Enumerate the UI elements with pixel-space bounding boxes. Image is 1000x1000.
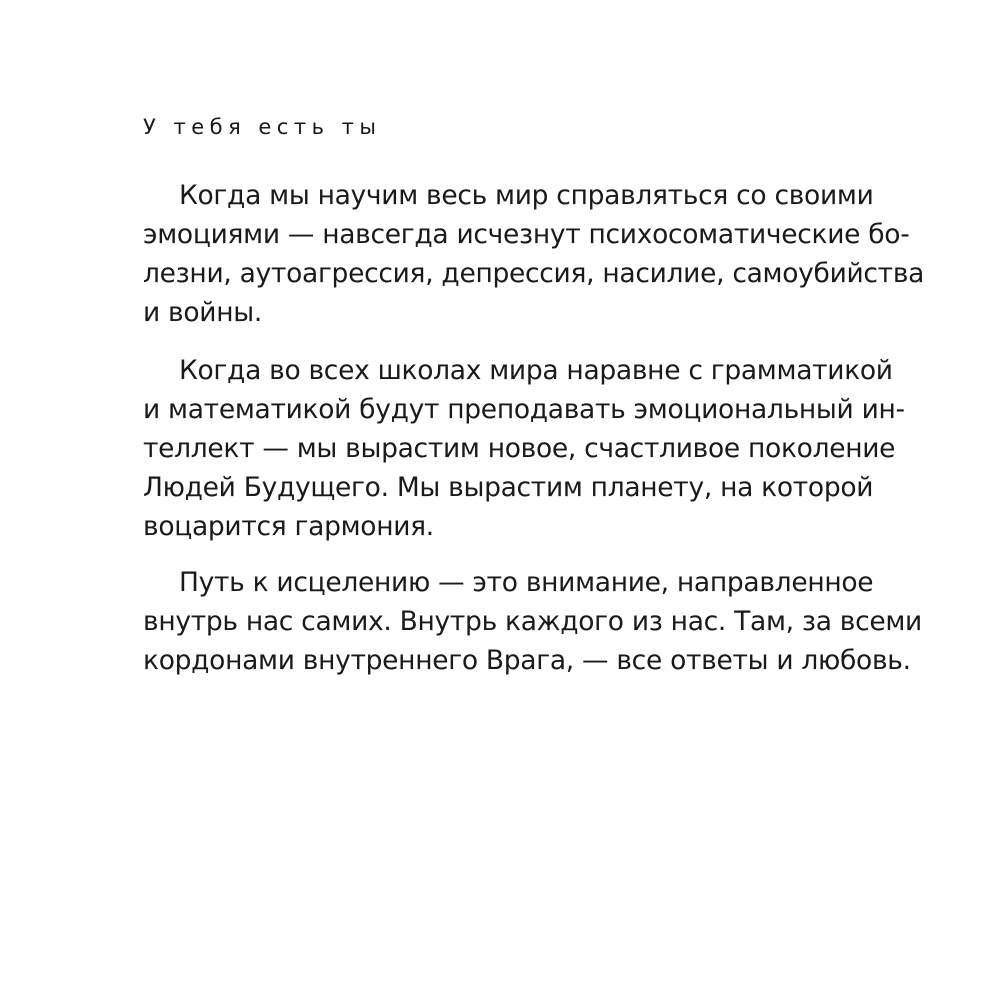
paragraph-line: внутрь нас самих. Внутрь каждого из нас. Там, за всеми [143,606,922,637]
paragraph-3 [143,563,922,680]
paragraph-1 [143,176,925,332]
paragraph-line: и математикой будут преподавать эмоциональный ин- [143,394,905,425]
paragraph-line: Путь к исцелению — это внимание, направленное [179,567,874,598]
paragraph-line: Когда мы научим весь мир справляться со своими [179,180,874,211]
running-header: У тебя есть ты [143,115,382,139]
paragraph-line: Людей Будущего. Мы вырастим планету, на которой [143,472,874,503]
paragraph-line: Когда во всех школах мира наравне с грамматикой [179,355,893,386]
paragraph-line: лезни, аутоагрессия, депрессия, насилие, самоубийства [143,258,925,289]
paragraph-line: воцарится гармония. [143,511,434,542]
paragraph-2 [143,351,903,546]
paragraph-line: и войны. [143,297,262,328]
paragraph-line: теллект — мы вырастим новое, счастливое поколение [143,433,896,464]
paragraph-line: эмоциями — навсегда исчезнут психосоматические бо- [143,219,910,250]
paragraph-line: кордонами внутреннего Врага, — все ответы и любовь. [143,645,911,676]
